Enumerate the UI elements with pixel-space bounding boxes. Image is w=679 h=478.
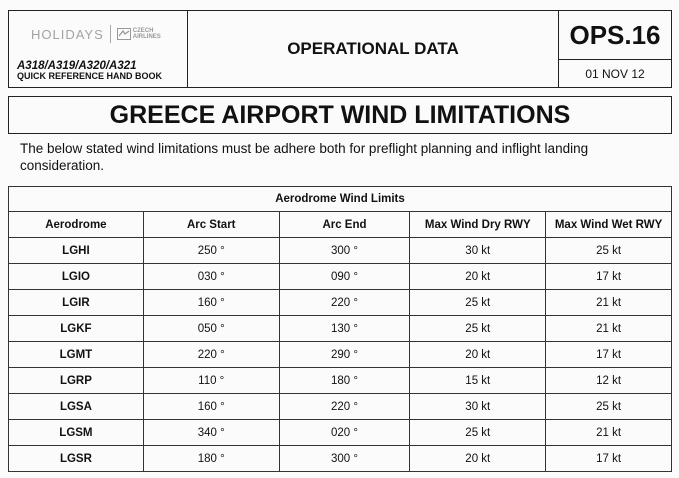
table-row [9,316,672,342]
aerodrome-cell: LGSM [9,420,144,446]
table-row [9,264,672,290]
aerodrome-cell: LGSR [9,446,144,472]
brand-logo [31,25,161,43]
max-wind-dry-cell: 20 kt [410,342,546,368]
arc-start-cell: 340 ° [143,420,279,446]
manual-name: QUICK REFERENCE HAND BOOK [17,71,163,81]
table-row [9,342,672,368]
column-header-arc-start: Arc Start [143,212,279,238]
max-wind-wet-cell: 21 kt [546,420,672,446]
max-wind-wet-cell: 17 kt [546,342,672,368]
max-wind-wet-cell: 25 kt [546,394,672,420]
arc-start-cell: 220 ° [143,342,279,368]
page-code: OPS.16 [559,11,671,60]
aerodrome-cell: LGRP [9,368,144,394]
arc-start-cell: 160 ° [143,394,279,420]
column-header-max-wind-wet: Max Wind Wet RWY [546,212,672,238]
arc-start-cell: 250 ° [143,238,279,264]
arc-start-cell: 180 ° [143,446,279,472]
aerodrome-cell: LGKF [9,316,144,342]
aerodrome-cell: LGIR [9,290,144,316]
wind-limits-table [8,186,672,472]
aerodrome-cell: LGMT [9,342,144,368]
revision-date: 01 NOV 12 [585,66,645,81]
arc-end-cell: 130 ° [279,316,410,342]
arc-start-cell: 160 ° [143,290,279,316]
max-wind-dry-cell: 30 kt [410,394,546,420]
table-row [9,368,672,394]
max-wind-dry-cell: 30 kt [410,238,546,264]
arc-start-cell: 110 ° [143,368,279,394]
aerodrome-cell: LGIO [9,264,144,290]
arc-end-cell: 300 ° [279,238,410,264]
page-header [8,10,672,88]
max-wind-dry-cell: 20 kt [410,264,546,290]
table-row [9,420,672,446]
arc-start-cell: 030 ° [143,264,279,290]
max-wind-dry-cell: 25 kt [410,420,546,446]
header-page-cell [559,11,671,87]
logo-divider [110,25,111,43]
max-wind-wet-cell: 21 kt [546,290,672,316]
max-wind-dry-cell: 20 kt [410,446,546,472]
table-row [9,446,672,472]
max-wind-dry-cell: 25 kt [410,290,546,316]
arc-end-cell: 220 ° [279,394,410,420]
table-row [9,394,672,420]
arc-end-cell: 220 ° [279,290,410,316]
table-row [9,290,672,316]
max-wind-wet-cell: 12 kt [546,368,672,394]
aerodrome-cell: LGHI [9,238,144,264]
max-wind-wet-cell: 17 kt [546,446,672,472]
max-wind-wet-cell: 25 kt [546,238,672,264]
brand-partner-line1: CZECH [132,28,154,34]
aircraft-types: A318/A319/A320/A321 [17,60,137,72]
column-header-arc-end: Arc End [279,212,410,238]
brand-partner-line2: AIRLINES [132,34,161,40]
section-title: OPERATIONAL DATA [188,11,559,87]
column-header-aerodrome: Aerodrome [9,212,144,238]
max-wind-wet-cell: 17 kt [546,264,672,290]
table-row [9,238,672,264]
column-header-max-wind-dry: Max Wind Dry RWY [410,212,546,238]
max-wind-wet-cell: 21 kt [546,316,672,342]
arc-end-cell: 020 ° [279,420,410,446]
aerodrome-cell: LGSA [9,394,144,420]
arc-end-cell: 180 ° [279,368,410,394]
airline-emblem-icon [117,28,131,40]
arc-end-cell: 300 ° [279,446,410,472]
header-brand-cell [9,11,188,87]
max-wind-dry-cell: 25 kt [410,316,546,342]
table-caption: Aerodrome Wind Limits [9,187,672,212]
arc-start-cell: 050 ° [143,316,279,342]
arc-end-cell: 290 ° [279,342,410,368]
page-title: GREECE AIRPORT WIND LIMITATIONS [8,96,672,134]
brand-name: HOLIDAYS [31,26,104,42]
intro-text: The below stated wind limitations must be adhere both for preflight planning and inflight landing consideration. [20,141,589,173]
arc-end-cell: 090 ° [279,264,410,290]
czech-airlines-logo [117,28,161,40]
max-wind-dry-cell: 15 kt [410,368,546,394]
